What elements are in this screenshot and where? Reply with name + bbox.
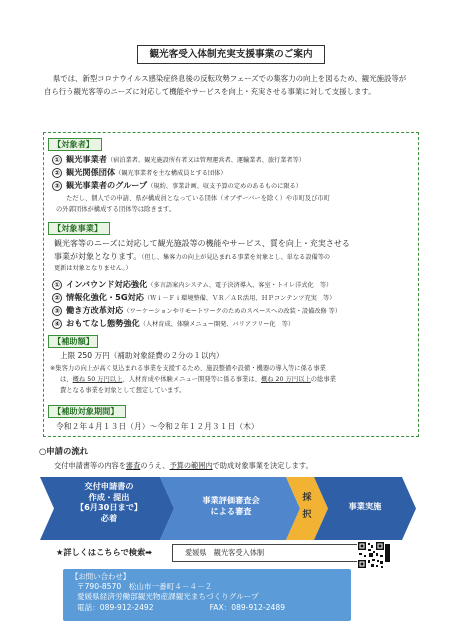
subsidy-note-2-pre: は、 <box>60 376 73 383</box>
business-item-3-num: ③ <box>52 306 62 316</box>
flow-step-1-line-4: 必着 <box>100 512 118 523</box>
contact-phone-row <box>71 603 343 613</box>
flow-step-2-line-2: による審査 <box>210 505 252 516</box>
business-desc-3: 更新は対象となりません。） <box>54 265 132 272</box>
flow-title: ○申請の流れ <box>39 446 89 456</box>
subsidy-threshold-training: 概ね 20 万円以上 <box>260 376 311 383</box>
business-desc-2 <box>54 251 330 263</box>
application-flow <box>40 477 416 540</box>
business-item-2-note: （Ｗｉ－Ｆｉ環境整備、ＶＲ／ＡＲ活用、ＨＰコンテンツ充実 等） <box>143 295 336 302</box>
business-item-2-num: ② <box>52 293 62 303</box>
target-item-3-note: （規約、事業計画、収支予算の定めのあるものに限る） <box>147 183 302 190</box>
target-item-3-num: ③ <box>52 181 62 191</box>
business-item-1 <box>52 279 332 291</box>
page-title: 観光客受入体制充実支援事業のご案内 <box>137 45 325 64</box>
flow-step-3 <box>294 490 320 524</box>
subsidy-threshold-facility: 概ね 50 万円以上 <box>72 376 123 383</box>
intro-paragraph <box>44 72 412 98</box>
target-item-2 <box>52 167 227 179</box>
business-item-1-note: （多言語案内システム、電子決済導入、客室・トイレ洋式化 等） <box>147 282 333 289</box>
business-item-3-label: 働き方改革対応 <box>66 305 124 315</box>
business-item-3-note: （ワーケーションやリモートワークのためのスペースへの改装・設備改修 等） <box>123 308 342 315</box>
subsidy-note-3: 費となる事業を対象として想定しています。 <box>60 387 186 394</box>
search-label: ★詳しくはこちらで検索➡ <box>56 547 152 557</box>
period-header: 【補助対象期間】 <box>48 405 126 418</box>
flow-step-1-deadline: 【6月30日まで】 <box>75 502 143 513</box>
target-item-3 <box>52 180 302 192</box>
business-item-1-num: ① <box>52 280 62 290</box>
qr-code-icon <box>357 541 385 569</box>
flow-step-3-line-1: 採 <box>302 493 312 503</box>
business-item-4-num: ④ <box>52 319 62 329</box>
target-item-1 <box>52 154 305 166</box>
contact-address: 〒790-8570 松山市一番町４－４－２ <box>77 582 213 592</box>
target-note-2: の外郭団体が構成する団体等は除きます。 <box>56 206 176 213</box>
flow-desc-post: で助成対象事業を決定します。 <box>212 461 313 470</box>
contact-department: 愛媛県経済労働部観光物産課観光まちづくりグループ <box>77 592 259 602</box>
business-item-1-label: インバウンド対応強化 <box>66 279 148 289</box>
flow-description <box>54 461 313 471</box>
business-item-4-label: おもてなし態勢強化 <box>66 318 140 328</box>
target-item-1-note: （宿泊業者、観光施設所有者又は管理運営者、運輸業者、旅行業者等） <box>106 157 305 164</box>
target-item-1-num: ① <box>52 155 62 165</box>
flow-desc-pre: 交付申請書等の内容を <box>54 461 126 470</box>
subsidy-note-1: ※集客力の向上が高く見込まれる事業を支援するため、施設整備や設備・機器の導入等に係る事業 <box>50 365 326 372</box>
contact-fax: FAX：089-912-2489 <box>209 602 286 612</box>
subsidy-note-2-post: の総事業 <box>310 376 336 383</box>
period-text: 令和２年４月１３日（月）～令和２年１２月３１日（木） <box>56 422 259 431</box>
subsidy-header: 【補助額】 <box>48 335 98 348</box>
flow-step-1-line-1: 交付申請書の <box>84 481 134 491</box>
business-item-4 <box>52 318 294 330</box>
business-header: 【対象事業】 <box>48 222 110 235</box>
target-item-3-label: 観光事業者のグループ <box>66 180 148 190</box>
target-note-1: ただし、個人での申請、県が構成員となっている団体（オブザーバーを除く）や市町及び市町 <box>66 195 330 202</box>
target-item-2-label: 観光関係団体 <box>66 167 116 177</box>
flow-desc-review: 審査 <box>125 461 141 470</box>
flow-step-2-line-1: 事業評価審査会 <box>202 495 260 505</box>
target-item-2-note: （観光事業者を主な構成員とする団体） <box>115 170 227 177</box>
business-desc-1: 観光客等のニーズに対応して観光施設等の機能やサービス、質を向上・充実させる <box>54 239 350 248</box>
business-item-2-label: 情報化強化・5G対応 <box>66 292 144 302</box>
target-item-2-num: ② <box>52 168 62 178</box>
contact-tel: 電話：089-912-2492 <box>77 602 154 612</box>
business-item-3 <box>52 305 341 317</box>
business-item-2 <box>52 292 335 304</box>
intro-text: 県では、新型コロナウイルス感染症終息後の反転攻勢フェーズでの集客力の向上を図るため、観光施設等が自ら行う観光客等のニーズに対応して機能やサービスを向上・充実させる事業に対して支援します。 <box>44 74 407 97</box>
flow-step-1 <box>54 481 164 524</box>
subsidy-note-2 <box>60 375 336 385</box>
contact-label: 【お問い合わせ】 <box>71 572 131 581</box>
business-desc-2-main: 事業が対象となります。 <box>54 252 142 261</box>
flow-desc-mid: のうえ、 <box>140 461 170 470</box>
contact-box <box>63 569 351 621</box>
subsidy-note-2-mid: 、人材育成や体験メニュー開発等に係る事業は、 <box>122 376 261 383</box>
subsidy-amount: 上限 250 万円（補助対象経費の２分の１以内） <box>60 351 224 360</box>
flow-desc-budget: 予算の範囲内 <box>169 461 213 470</box>
target-header: 【対象者】 <box>48 138 102 151</box>
business-desc-2-note: （但し、集客力の向上が見込まれる事業を対象とし、単なる設備等の <box>141 254 331 261</box>
flow-step-2 <box>176 495 286 516</box>
flow-step-4: 事業実施 <box>348 501 382 511</box>
flow-step-3-line-2: 択 <box>302 510 312 521</box>
business-item-4-note: （人材育成、体験メニュー開発、バリアフリー化 等） <box>139 321 295 328</box>
search-input[interactable]: 愛媛県 観光客受入体制 <box>172 544 362 562</box>
flow-step-1-line-2: 作成・提出 <box>88 491 130 502</box>
target-item-1-label: 観光事業者 <box>66 154 107 164</box>
